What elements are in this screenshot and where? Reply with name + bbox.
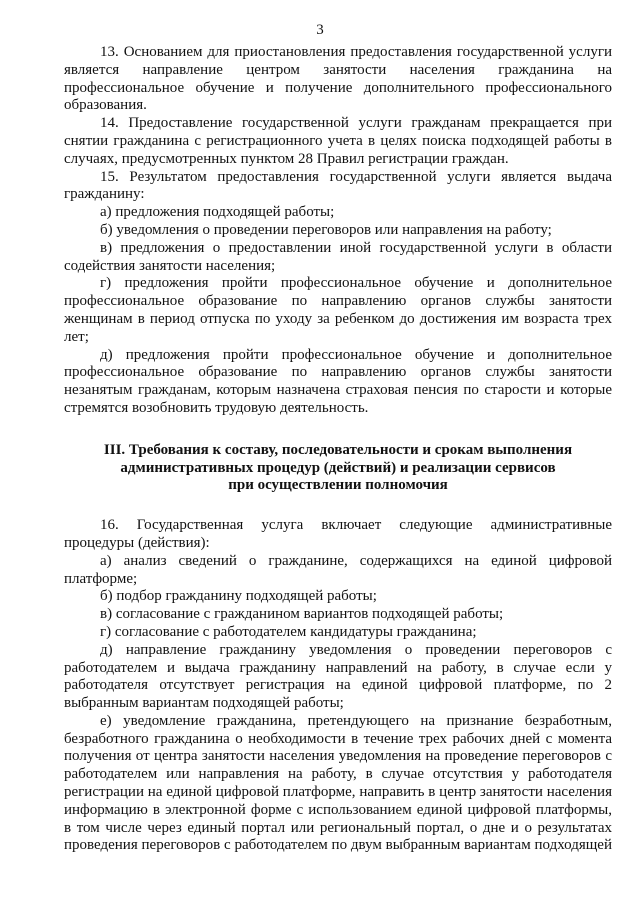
list-item-15g: г) предложения пройти профессиональное обучение и дополнительное профессиональное образование по направлению органов службы занятости женщинам в период отпуска по уходу за ребенком до достижения им возраста трех лет; [64,275,612,345]
paragraph-14: 14. Предоставление государственной услуги гражданам прекращается при снятии гражданина с регистрационного учета в целях поиска подходящей работы в случаях, предусмотренных пунктом 28 Правил регистрации граждан. [64,115,612,167]
list-item-16d: д) направление гражданину уведомления о проведении переговоров с работодателем и выдача гражданину направлений на работу, в случае если у работодателя отсутствует регистрация на единой цифровой платформе, по 2 выбранным вариантам подходящей работы; [64,641,612,712]
paragraph-13: 13. Основанием для приостановления предоставления государственной услуги является направление центром занятости населения гражданина на профессиональное обучение и получение дополнительного профессионального образования. [64,44,612,114]
paragraph-16: 16. Государственная услуга включает следующие административные процедуры (действия): [64,517,612,551]
list-item-15a: а) предложения подходящей работы; [100,204,335,221]
list-item-16b: б) подбор гражданину подходящей работы; [100,588,377,605]
section-heading-line: III. Требования к составу, последовательности и срокам выполнения [103,441,573,458]
list-item-16e: е) уведомление гражданина, претендующего на признание безработным, безработного гражданина о необходимости в течение трех рабочих дней с момента получения от центра занятости населения уведомления на проведение переговоров с работодателем или направления на работу, в случае отсутствия у работодателя регистрации на единой цифровой платформе, направить в центр занятости населения информацию в электронной форме с использованием единой цифровой платформы, в том числе через единый портал или региональный портал, о дне и о результатах проведения переговоров с работодателем по двум выбранным вариантам подходящей [64,712,612,854]
section-heading-line: при осуществлении полномочия [228,477,448,494]
list-item-16g: г) согласование с работодателем кандидатуры гражданина; [100,623,477,640]
section-heading [64,442,612,495]
list-item-15d: д) предложения пройти профессиональное обучение и дополнительное профессиональное образование по направлению органов службы занятости незанятым гражданам, которым назначена страховая пенсия по старости и которые стремятся возобновить трудовую деятельность. [64,346,612,416]
list-item-15v: в) предложения о предоставлении иной государственной услуги в области содействия занятости населения; [64,239,612,274]
page-number: 3 [316,22,324,38]
list-item-16a: а) анализ сведений о гражданине, содержащихся на единой цифровой платформе; [64,552,612,587]
list-item-16v: в) согласование с гражданином вариантов подходящей работы; [100,606,504,623]
section-heading-line: административных процедур (действий) и реализации сервисов [120,459,556,476]
list-item-15b: б) уведомления о проведении переговоров или направления на работу; [100,221,552,238]
paragraph-15: 15. Результатом предоставления государственной услуги является выдача гражданину: [64,168,612,203]
document-body [64,44,612,855]
